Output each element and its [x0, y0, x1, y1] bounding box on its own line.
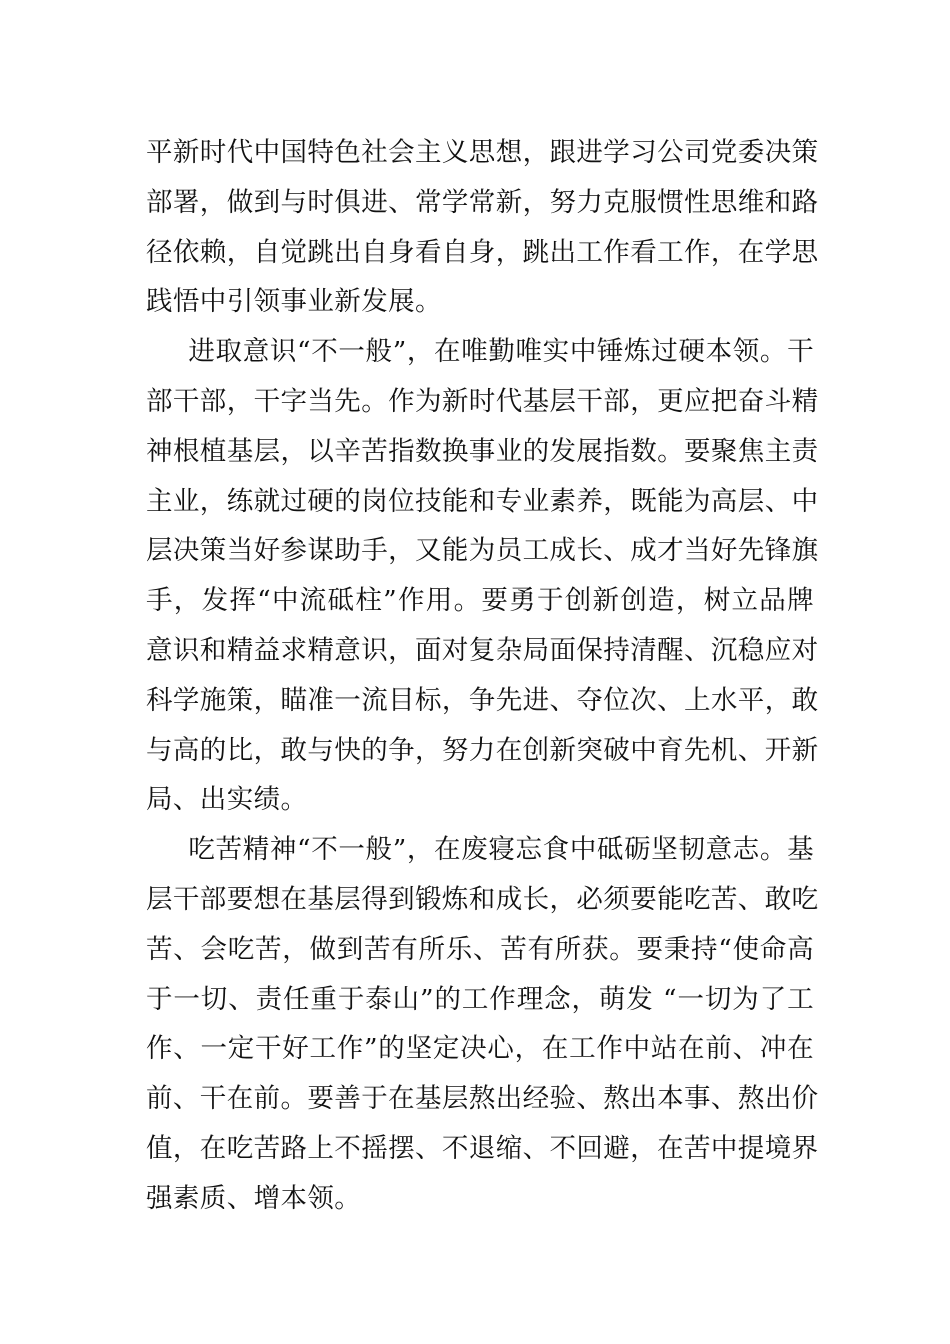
- text-line: 科学施策，瞄准一流目标，争先进、夺位次、上水平，敢: [146, 684, 819, 716]
- text-line: 作、一定干好工作”的坚定决心，在工作中站在前、冲在: [146, 1033, 814, 1065]
- text-line: 于一切、责任重于泰山”的工作理念，萌发 “一切为了工: [146, 983, 814, 1015]
- text-line: 意识和精益求精意识，面对复杂局面保持清醒、沉稳应对: [146, 634, 819, 666]
- text-line: 前、干在前。要善于在基层熬出经验、熬出本事、熬出价: [146, 1083, 819, 1115]
- text-line: 值，在吃苦路上不摇摆、不退缩、不回避，在苦中提境界: [146, 1132, 819, 1164]
- text-line: 强素质、增本领。: [146, 1182, 362, 1214]
- text-line: 部署，做到与时俱进、常学常新，努力克服惯性思维和路: [146, 186, 819, 218]
- text-line: 吃苦精神“不一般”，在废寝忘食中砥砺坚韧意志。基: [188, 834, 814, 866]
- text-line: 手，发挥“中流砥柱”作用。要勇于创新创造，树立品牌: [146, 585, 814, 617]
- text-line: 进取意识“不一般”，在唯勤唯实中锤炼过硬本领。干: [188, 336, 814, 368]
- text-line: 神根植基层，以辛苦指数换事业的发展指数。要聚焦主责: [146, 435, 819, 467]
- paragraph-2: [146, 327, 819, 825]
- text-line: 部干部，干字当先。作为新时代基层干部，更应把奋斗精: [146, 385, 819, 417]
- text-line: 与高的比，敢与快的争，努力在创新突破中育先机、开新: [146, 734, 819, 766]
- text-line: 苦、会吃苦，做到苦有所乐、苦有所获。要秉持“使命高: [146, 933, 814, 965]
- text-line: 践悟中引领事业新发展。: [146, 286, 442, 318]
- text-line: 层决策当好参谋助手，又能为员工成长、成才当好先锋旗: [146, 535, 819, 567]
- document-body: [146, 128, 819, 1224]
- text-line: 层干部要想在基层得到锻炼和成长，必须要能吃苦、敢吃: [146, 883, 819, 915]
- text-line: 局、出实绩。: [146, 784, 308, 816]
- text-line: 主业，练就过硬的岗位技能和专业素养，既能为高层、中: [146, 485, 819, 517]
- paragraph-3: [146, 825, 819, 1223]
- text-line: 平新时代中国特色社会主义思想，跟进学习公司党委决策: [146, 137, 819, 168]
- paragraph-1: [146, 128, 819, 327]
- text-line: 径依赖，自觉跳出自身看自身，跳出工作看工作，在学思: [146, 236, 819, 268]
